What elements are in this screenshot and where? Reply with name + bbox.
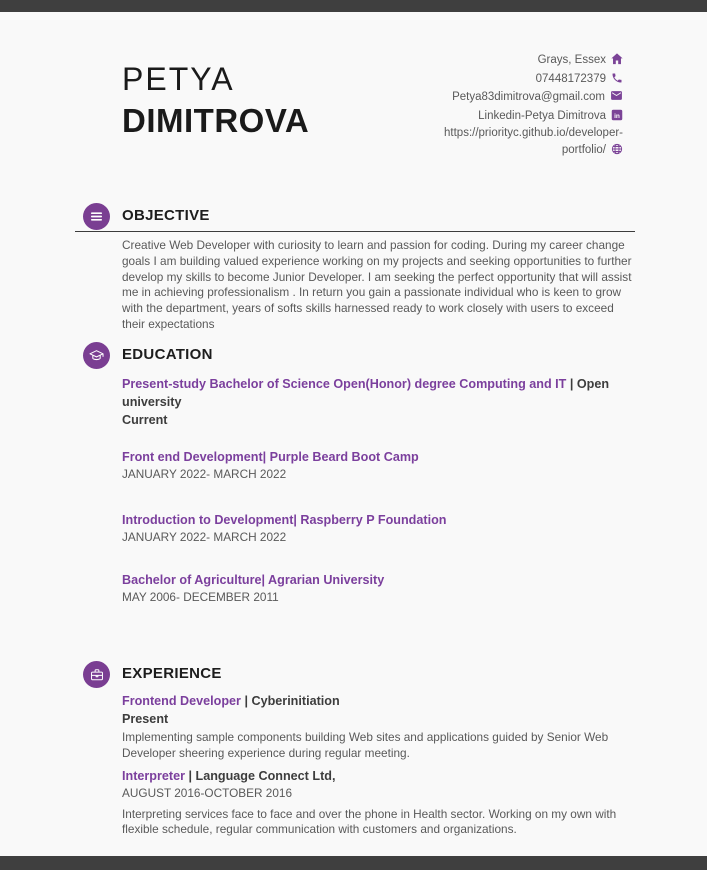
objective-divider [75,231,635,232]
objective-title: OBJECTIVE [122,207,210,224]
home-icon [611,53,623,65]
top-bar [0,0,707,12]
contact-block [323,51,623,158]
contact-email[interactable] [323,88,623,107]
objective-text: Creative Web Developer with curiosity to learn and passion for coding. During my career change goals I am building valued experience working on my projects and seeking opportunities to further develop my skills to become Junior Developer. I am seeking the perfect opportunity that will assist me in achieving professionalism . In return you gain a passionate individual who is keen to grow with the department, years of softs skills harnessed ready to work closely with users to exceed their expectations [122,238,632,331]
experience-role: Interpreter | Language Connect Ltd, [122,768,336,783]
education-entry [122,375,634,429]
contact-location-text: Grays, Essex [537,54,606,66]
education-header [75,341,635,371]
education-degree: Introduction to Development| Raspberry P Foundation [122,513,447,527]
list-icon [89,209,104,224]
education-title: EDUCATION [122,346,213,363]
contact-website[interactable] [411,125,623,158]
education-date: JANUARY 2022- MARCH 2022 [122,530,287,544]
contact-location [323,51,623,70]
education-date: JANUARY 2022- MARCH 2022 [122,467,287,481]
contact-website-text: https://priorityc.github.io/developer-portfolio/ [444,127,623,156]
contact-email-text: Petya83dimitrova@gmail.com [452,91,605,103]
education-section [75,341,635,605]
education-entry [122,448,634,482]
objective-section [75,202,635,333]
education-icon-circle [83,342,110,369]
objective-icon-circle [83,203,110,230]
experience-title: EXPERIENCE [122,665,222,682]
bottom-bar [0,856,707,870]
education-degree: Front end Development| Purple Beard Boot Camp [122,450,419,464]
linkedin-icon [611,109,623,121]
experience-date: AUGUST 2016-OCTOBER 2016 [122,785,293,800]
experience-description: Implementing sample components building Web sites and applications guided by Senior Web Developer sheering experience during regular meeting. [122,730,609,760]
phone-icon [611,72,623,84]
contact-linkedin[interactable] [323,107,623,126]
experience-header [75,660,635,690]
education-date: MAY 2006- DECEMBER 2011 [122,590,279,604]
briefcase-icon [89,667,105,683]
contact-phone-text: 07448172379 [535,72,606,85]
last-name: DIMITROVA [122,102,310,139]
experience-entry [122,767,634,839]
experience-entry [122,692,634,762]
education-degree: Present-study Bachelor of Science Open(Honor) degree Computing and IT | Open university [122,377,610,409]
experience-description: Interpreting services face to face and over the phone in Health sector. Working on my own with flexible schedule, regular communication with customers and organizations. [122,806,617,837]
education-entry [122,571,634,605]
experience-section [75,660,635,838]
first-name: PETYA [122,61,235,97]
experience-icon-circle [83,661,110,688]
objective-header [75,202,635,232]
contact-linkedin-text: Linkedin-Petya Dimitrova [478,109,606,122]
education-degree: Bachelor of Agriculture| Agrarian University [122,573,385,587]
education-status: Current [122,413,168,427]
globe-icon [611,143,623,155]
experience-date: Present [122,712,169,726]
education-entry [122,511,634,545]
graduation-cap-icon [88,347,105,364]
name-block [122,60,309,142]
mail-icon [610,89,623,102]
svg-text:in: in [614,112,620,120]
experience-role: Frontend Developer | Cyberinitiation [122,694,340,708]
contact-phone [323,70,623,89]
